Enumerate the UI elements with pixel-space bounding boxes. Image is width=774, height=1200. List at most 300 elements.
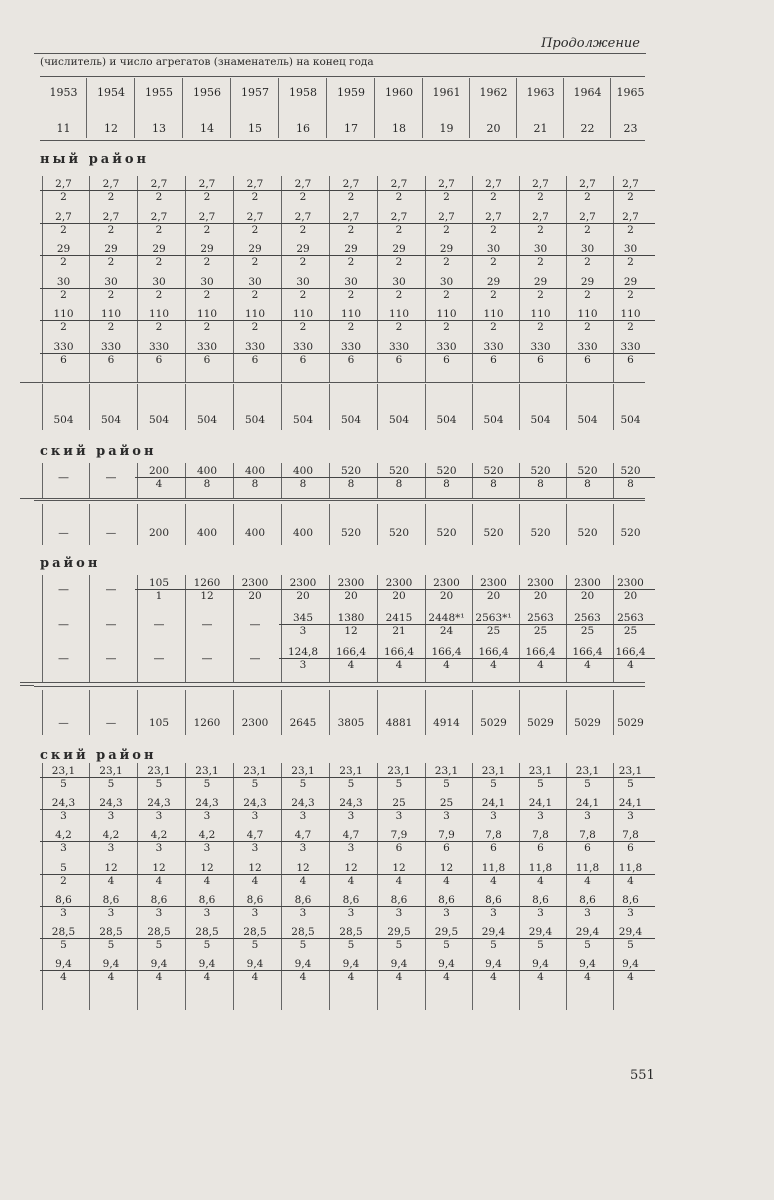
fraction-cell — [423, 276, 471, 301]
capacity-numerator: 25 — [423, 797, 471, 810]
units-denominator: 20 — [580, 590, 595, 602]
units-denominator: 5 — [60, 939, 67, 951]
fraction-cell — [135, 465, 183, 490]
fraction-cell — [607, 958, 655, 983]
fraction-cell — [231, 465, 279, 490]
fraction-cell — [183, 211, 231, 236]
fraction-cell — [183, 276, 231, 301]
capacity-numerator: 4,2 — [40, 829, 88, 842]
empty-cell-dash: — — [105, 471, 117, 484]
year-cell: 1954 — [97, 86, 125, 99]
capacity-numerator: 7,8 — [564, 829, 612, 842]
fraction-cell — [87, 894, 135, 919]
units-denominator: 4 — [395, 971, 403, 984]
units-denominator: 2 — [347, 191, 355, 203]
fraction-cell — [327, 341, 375, 366]
fraction-cell — [183, 926, 231, 951]
fraction-cell — [375, 577, 423, 602]
fraction-cell — [517, 765, 565, 790]
fraction-cell — [517, 797, 565, 822]
year-cell: 1963 — [526, 86, 555, 99]
capacity-numerator: 23,1 — [40, 765, 88, 778]
capacity-numerator: 166,4 — [375, 646, 423, 659]
units-denominator: 4 — [584, 659, 591, 671]
capacity-numerator: 330 — [517, 341, 565, 354]
units-denominator: 3 — [299, 842, 307, 855]
capacity-numerator: 23,1 — [607, 765, 655, 778]
capacity-numerator: 29,4 — [470, 926, 518, 939]
capacity-numerator: 9,4 — [423, 958, 471, 971]
units-denominator: 2 — [203, 191, 211, 203]
capacity-numerator: 2,7 — [517, 211, 565, 224]
total-cell: 200 — [148, 527, 170, 539]
units-denominator: 8 — [251, 478, 259, 490]
fraction-cell — [183, 243, 231, 268]
units-denominator: 2 — [203, 256, 211, 268]
fraction-cell — [423, 829, 471, 854]
fraction-cell — [423, 211, 471, 236]
fraction-cell — [135, 178, 183, 203]
capacity-numerator: 9,4 — [517, 958, 565, 971]
fraction-cell — [423, 612, 471, 637]
fraction-cell — [279, 862, 327, 887]
units-denominator: 2 — [155, 191, 163, 203]
units-denominator: 5 — [107, 939, 115, 951]
units-denominator: 4 — [107, 971, 115, 984]
capacity-numerator: 29 — [375, 243, 423, 256]
capacity-numerator: 24,3 — [87, 797, 135, 810]
units-denominator: 5 — [537, 778, 544, 790]
column-number-row — [40, 122, 645, 142]
units-denominator: 2 — [584, 288, 591, 301]
units-denominator: 8 — [203, 478, 211, 490]
capacity-numerator: 124,8 — [279, 646, 327, 659]
fraction-cell — [135, 829, 183, 854]
fraction-cell — [279, 577, 327, 602]
fraction-cell — [135, 577, 183, 602]
capacity-numerator: 12 — [183, 862, 231, 875]
capacity-numerator: 11,8 — [470, 862, 518, 875]
units-denominator: 2 — [490, 321, 497, 333]
units-denominator: 4 — [443, 971, 450, 984]
capacity-numerator: 28,5 — [279, 926, 327, 939]
capacity-numerator: 7,9 — [423, 829, 471, 842]
fraction-cell — [231, 276, 279, 301]
capacity-numerator: 29 — [517, 276, 565, 289]
fraction-cell — [564, 308, 612, 333]
capacity-numerator: 29 — [470, 276, 518, 289]
units-denominator: 5 — [490, 939, 497, 951]
fraction-cell — [564, 829, 612, 854]
total-cell: — — [105, 527, 117, 539]
fraction-cell — [470, 894, 518, 919]
fraction-cell — [327, 829, 375, 854]
fraction-cell — [470, 465, 518, 490]
fraction-cell — [564, 341, 612, 366]
units-denominator: 2 — [203, 223, 211, 236]
fraction-cell — [607, 765, 655, 790]
year-cell: 1960 — [385, 86, 413, 99]
fraction-cell — [564, 243, 612, 268]
units-denominator: 2 — [155, 223, 163, 236]
units-denominator: 3 — [60, 810, 67, 823]
units-denominator: 3 — [537, 906, 544, 919]
units-denominator: 2 — [490, 256, 497, 268]
year-cell: 1959 — [337, 86, 365, 99]
units-denominator: 2 — [584, 191, 591, 203]
units-denominator: 3 — [155, 906, 163, 919]
section-rule — [34, 686, 645, 687]
capacity-numerator: 2300 — [327, 577, 375, 590]
units-denominator: 2 — [60, 256, 67, 268]
column-number-cell: 13 — [152, 122, 166, 135]
capacity-numerator: 23,1 — [135, 765, 183, 778]
capacity-numerator: 5 — [40, 862, 88, 875]
total-cell: 2300 — [241, 717, 269, 729]
units-denominator: 5 — [299, 778, 307, 790]
column-divider — [89, 575, 90, 682]
capacity-numerator: 30 — [40, 276, 88, 289]
capacity-numerator: 345 — [279, 612, 327, 625]
capacity-numerator: 23,1 — [564, 765, 612, 778]
capacity-numerator: 8,6 — [40, 894, 88, 907]
fraction-cell — [470, 612, 518, 637]
total-cell: — — [105, 717, 117, 729]
column-number-cell: 22 — [580, 122, 595, 135]
fraction-cell — [607, 894, 655, 919]
units-denominator: 3 — [60, 906, 67, 919]
fraction-cell — [279, 178, 327, 203]
fraction-cell — [423, 646, 471, 671]
capacity-numerator: 24,3 — [279, 797, 327, 810]
capacity-numerator: 2563 — [564, 612, 612, 625]
column-number-cell: 20 — [486, 122, 501, 135]
capacity-numerator: 23,1 — [517, 765, 565, 778]
fraction-cell — [423, 958, 471, 983]
units-denominator: 2 — [107, 256, 115, 268]
units-denominator: 5 — [584, 939, 591, 951]
units-denominator: 5 — [443, 939, 450, 951]
column-number-cell: 15 — [248, 122, 262, 135]
total-cell: — — [58, 717, 69, 729]
empty-cell-dash: — — [105, 617, 117, 631]
capacity-numerator: 110 — [327, 308, 375, 321]
fraction-cell — [423, 308, 471, 333]
fraction-cell — [423, 465, 471, 490]
page-number: 551 — [630, 1068, 655, 1083]
total-cell: 520 — [388, 527, 410, 539]
capacity-numerator: 330 — [87, 341, 135, 354]
units-denominator: 2 — [299, 191, 307, 203]
capacity-numerator: 12 — [135, 862, 183, 875]
units-denominator: 3 — [299, 810, 307, 823]
capacity-numerator: 12 — [231, 862, 279, 875]
units-denominator: 6 — [395, 353, 403, 366]
column-divider — [563, 78, 564, 138]
capacity-numerator: 330 — [40, 341, 88, 354]
total-cell: 400 — [196, 527, 218, 539]
fraction-cell — [470, 243, 518, 268]
capacity-numerator: 30 — [564, 243, 612, 256]
year-cell: 1962 — [479, 86, 508, 99]
units-denominator: 2 — [347, 223, 355, 236]
capacity-numerator: 110 — [183, 308, 231, 321]
capacity-numerator: 28,5 — [183, 926, 231, 939]
capacity-numerator: 2448*¹ — [423, 612, 471, 625]
fraction-cell — [564, 926, 612, 951]
fraction-cell — [135, 243, 183, 268]
capacity-numerator: 23,1 — [231, 765, 279, 778]
fraction-cell — [40, 862, 88, 887]
units-denominator: 2 — [627, 191, 634, 203]
fraction-cell — [40, 276, 88, 301]
fraction-cell — [517, 341, 565, 366]
units-denominator: 2 — [627, 256, 634, 268]
units-denominator: 3 — [443, 906, 450, 919]
units-denominator: 3 — [443, 810, 450, 823]
fraction-cell — [87, 862, 135, 887]
fraction-cell — [87, 276, 135, 301]
units-denominator: 3 — [395, 906, 403, 919]
units-denominator: 2 — [251, 223, 259, 236]
capacity-numerator: 2,7 — [327, 178, 375, 191]
total-cell: 400 — [244, 527, 266, 539]
fraction-cell — [375, 178, 423, 203]
capacity-numerator: 2,7 — [564, 211, 612, 224]
units-denominator: 4 — [347, 971, 355, 984]
column-number-cell: 19 — [439, 122, 454, 135]
capacity-numerator: 28,5 — [327, 926, 375, 939]
units-denominator: 20 — [296, 590, 310, 602]
total-cell: 504 — [577, 414, 598, 426]
capacity-numerator: 330 — [375, 341, 423, 354]
units-denominator: 2 — [155, 256, 163, 268]
fraction-cell — [517, 276, 565, 301]
capacity-numerator: 400 — [279, 465, 327, 478]
fraction-cell — [231, 926, 279, 951]
fraction-cell — [183, 958, 231, 983]
column-number-cell: 23 — [623, 122, 638, 135]
units-denominator: 2 — [60, 321, 67, 333]
units-denominator: 2 — [107, 288, 115, 301]
years-top-rule — [40, 76, 645, 77]
units-denominator: 4 — [395, 874, 403, 887]
fraction-cell — [375, 211, 423, 236]
column-divider — [610, 78, 611, 138]
units-denominator: 4 — [155, 971, 163, 984]
units-denominator: 2 — [627, 288, 634, 301]
capacity-numerator: 2,7 — [87, 178, 135, 191]
units-denominator: 3 — [537, 810, 544, 823]
fraction-cell — [423, 178, 471, 203]
fraction-cell — [231, 894, 279, 919]
fraction-cell — [607, 276, 655, 301]
units-denominator: 2 — [537, 256, 544, 268]
capacity-numerator: 2,7 — [87, 211, 135, 224]
units-denominator: 5 — [251, 939, 259, 951]
fraction-cell — [517, 243, 565, 268]
column-number-cell: 11 — [56, 122, 71, 135]
fraction-cell — [607, 308, 655, 333]
units-denominator: 8 — [395, 478, 403, 490]
capacity-numerator: 9,4 — [279, 958, 327, 971]
units-denominator: 20 — [533, 590, 548, 602]
capacity-numerator: 110 — [607, 308, 655, 321]
fraction-cell — [375, 862, 423, 887]
units-denominator: 3 — [627, 906, 634, 919]
capacity-numerator: 105 — [135, 577, 183, 590]
capacity-numerator: 2,7 — [183, 178, 231, 191]
capacity-numerator: 2,7 — [375, 211, 423, 224]
capacity-numerator: 24,1 — [517, 797, 565, 810]
total-cell: 520 — [620, 527, 641, 539]
fraction-cell — [183, 862, 231, 887]
fraction-cell — [135, 958, 183, 983]
section-rule — [20, 382, 645, 383]
capacity-numerator: 12 — [279, 862, 327, 875]
units-denominator: 24 — [439, 624, 454, 637]
capacity-numerator: 2,7 — [564, 178, 612, 191]
units-denominator: 20 — [623, 590, 638, 602]
units-denominator: 5 — [60, 778, 67, 790]
fraction-cell — [327, 926, 375, 951]
units-denominator: 2 — [537, 288, 544, 301]
capacity-numerator: 29 — [183, 243, 231, 256]
fraction-cell — [517, 894, 565, 919]
units-denominator: 6 — [299, 353, 307, 366]
fraction-cell — [40, 341, 88, 366]
units-denominator: 2 — [627, 321, 634, 333]
empty-cell-dash: — — [249, 617, 261, 631]
total-cell: 504 — [388, 414, 410, 426]
capacity-numerator: 9,4 — [40, 958, 88, 971]
units-denominator: 2 — [395, 191, 403, 203]
fraction-cell — [87, 211, 135, 236]
units-denominator: 20 — [344, 590, 358, 602]
capacity-numerator: 8,6 — [517, 894, 565, 907]
fraction-cell — [327, 958, 375, 983]
capacity-numerator: 110 — [231, 308, 279, 321]
capacity-numerator: 2300 — [517, 577, 565, 590]
capacity-numerator: 29 — [327, 243, 375, 256]
fraction-cell — [87, 926, 135, 951]
capacity-numerator: 2300 — [231, 577, 279, 590]
fraction-cell — [517, 829, 565, 854]
fraction-cell — [87, 341, 135, 366]
units-denominator: 2 — [395, 256, 403, 268]
capacity-numerator: 9,4 — [135, 958, 183, 971]
fraction-cell — [135, 926, 183, 951]
units-denominator: 3 — [155, 842, 163, 855]
years-bottom-rule — [40, 140, 645, 141]
units-denominator: 2 — [299, 288, 307, 301]
capacity-numerator: 1380 — [327, 612, 375, 625]
units-denominator: 2 — [299, 223, 307, 236]
capacity-numerator: 520 — [517, 465, 565, 478]
capacity-numerator: 110 — [470, 308, 518, 321]
fraction-cell — [375, 646, 423, 671]
capacity-numerator: 8,6 — [183, 894, 231, 907]
units-denominator: 2 — [347, 256, 355, 268]
fraction-cell — [564, 862, 612, 887]
units-denominator: 4 — [347, 659, 355, 671]
units-denominator: 5 — [347, 778, 355, 790]
units-denominator: 2 — [251, 191, 259, 203]
units-denominator: 4 — [395, 659, 403, 671]
fraction-cell — [87, 797, 135, 822]
capacity-numerator: 24,3 — [327, 797, 375, 810]
capacity-numerator: 9,4 — [470, 958, 518, 971]
capacity-numerator: 29 — [40, 243, 88, 256]
fraction-cell — [327, 178, 375, 203]
units-denominator: 2 — [443, 223, 450, 236]
year-cell: 1958 — [289, 86, 317, 99]
column-number-cell: 21 — [533, 122, 548, 135]
units-denominator: 4 — [299, 971, 307, 984]
fraction-cell — [607, 612, 655, 637]
total-cell: 520 — [483, 527, 504, 539]
column-number-cell: 18 — [392, 122, 406, 135]
fraction-cell — [135, 797, 183, 822]
capacity-numerator: 23,1 — [423, 765, 471, 778]
total-cell: — — [58, 527, 69, 539]
units-denominator: 3 — [584, 810, 591, 823]
year-cell: 1961 — [432, 86, 461, 99]
units-denominator: 3 — [155, 810, 163, 823]
fraction-cell — [470, 577, 518, 602]
capacity-numerator: 7,9 — [375, 829, 423, 842]
fraction-cell — [231, 829, 279, 854]
fraction-cell — [423, 894, 471, 919]
fraction-cell — [375, 829, 423, 854]
fraction-cell — [375, 243, 423, 268]
capacity-numerator: 23,1 — [470, 765, 518, 778]
capacity-numerator: 29,4 — [607, 926, 655, 939]
units-denominator: 2 — [60, 288, 67, 301]
fraction-cell — [375, 276, 423, 301]
fraction-cell — [279, 797, 327, 822]
units-denominator: 2 — [537, 223, 544, 236]
empty-cell-dash: — — [153, 652, 165, 665]
capacity-numerator: 8,6 — [470, 894, 518, 907]
units-denominator: 8 — [443, 478, 450, 490]
units-denominator: 4 — [584, 874, 591, 887]
units-denominator: 5 — [347, 939, 355, 951]
fraction-cell — [470, 862, 518, 887]
capacity-numerator: 9,4 — [375, 958, 423, 971]
capacity-numerator: 110 — [564, 308, 612, 321]
capacity-numerator: 12 — [423, 862, 471, 875]
fraction-cell — [279, 612, 327, 637]
capacity-numerator: 2,7 — [183, 211, 231, 224]
fraction-cell — [87, 243, 135, 268]
fraction-cell — [470, 765, 518, 790]
column-divider — [182, 78, 183, 138]
fraction-cell — [423, 797, 471, 822]
empty-cell-dash: — — [58, 617, 69, 631]
capacity-numerator: 2563 — [517, 612, 565, 625]
capacity-numerator: 29 — [87, 243, 135, 256]
units-denominator: 4 — [203, 874, 211, 887]
units-denominator: 4 — [537, 971, 544, 984]
column-divider — [230, 78, 231, 138]
fraction-cell — [607, 243, 655, 268]
fraction-cell — [375, 894, 423, 919]
units-denominator: 2 — [395, 321, 403, 333]
units-denominator: 2 — [584, 321, 591, 333]
fraction-cell — [607, 465, 655, 490]
fraction-cell — [423, 577, 471, 602]
